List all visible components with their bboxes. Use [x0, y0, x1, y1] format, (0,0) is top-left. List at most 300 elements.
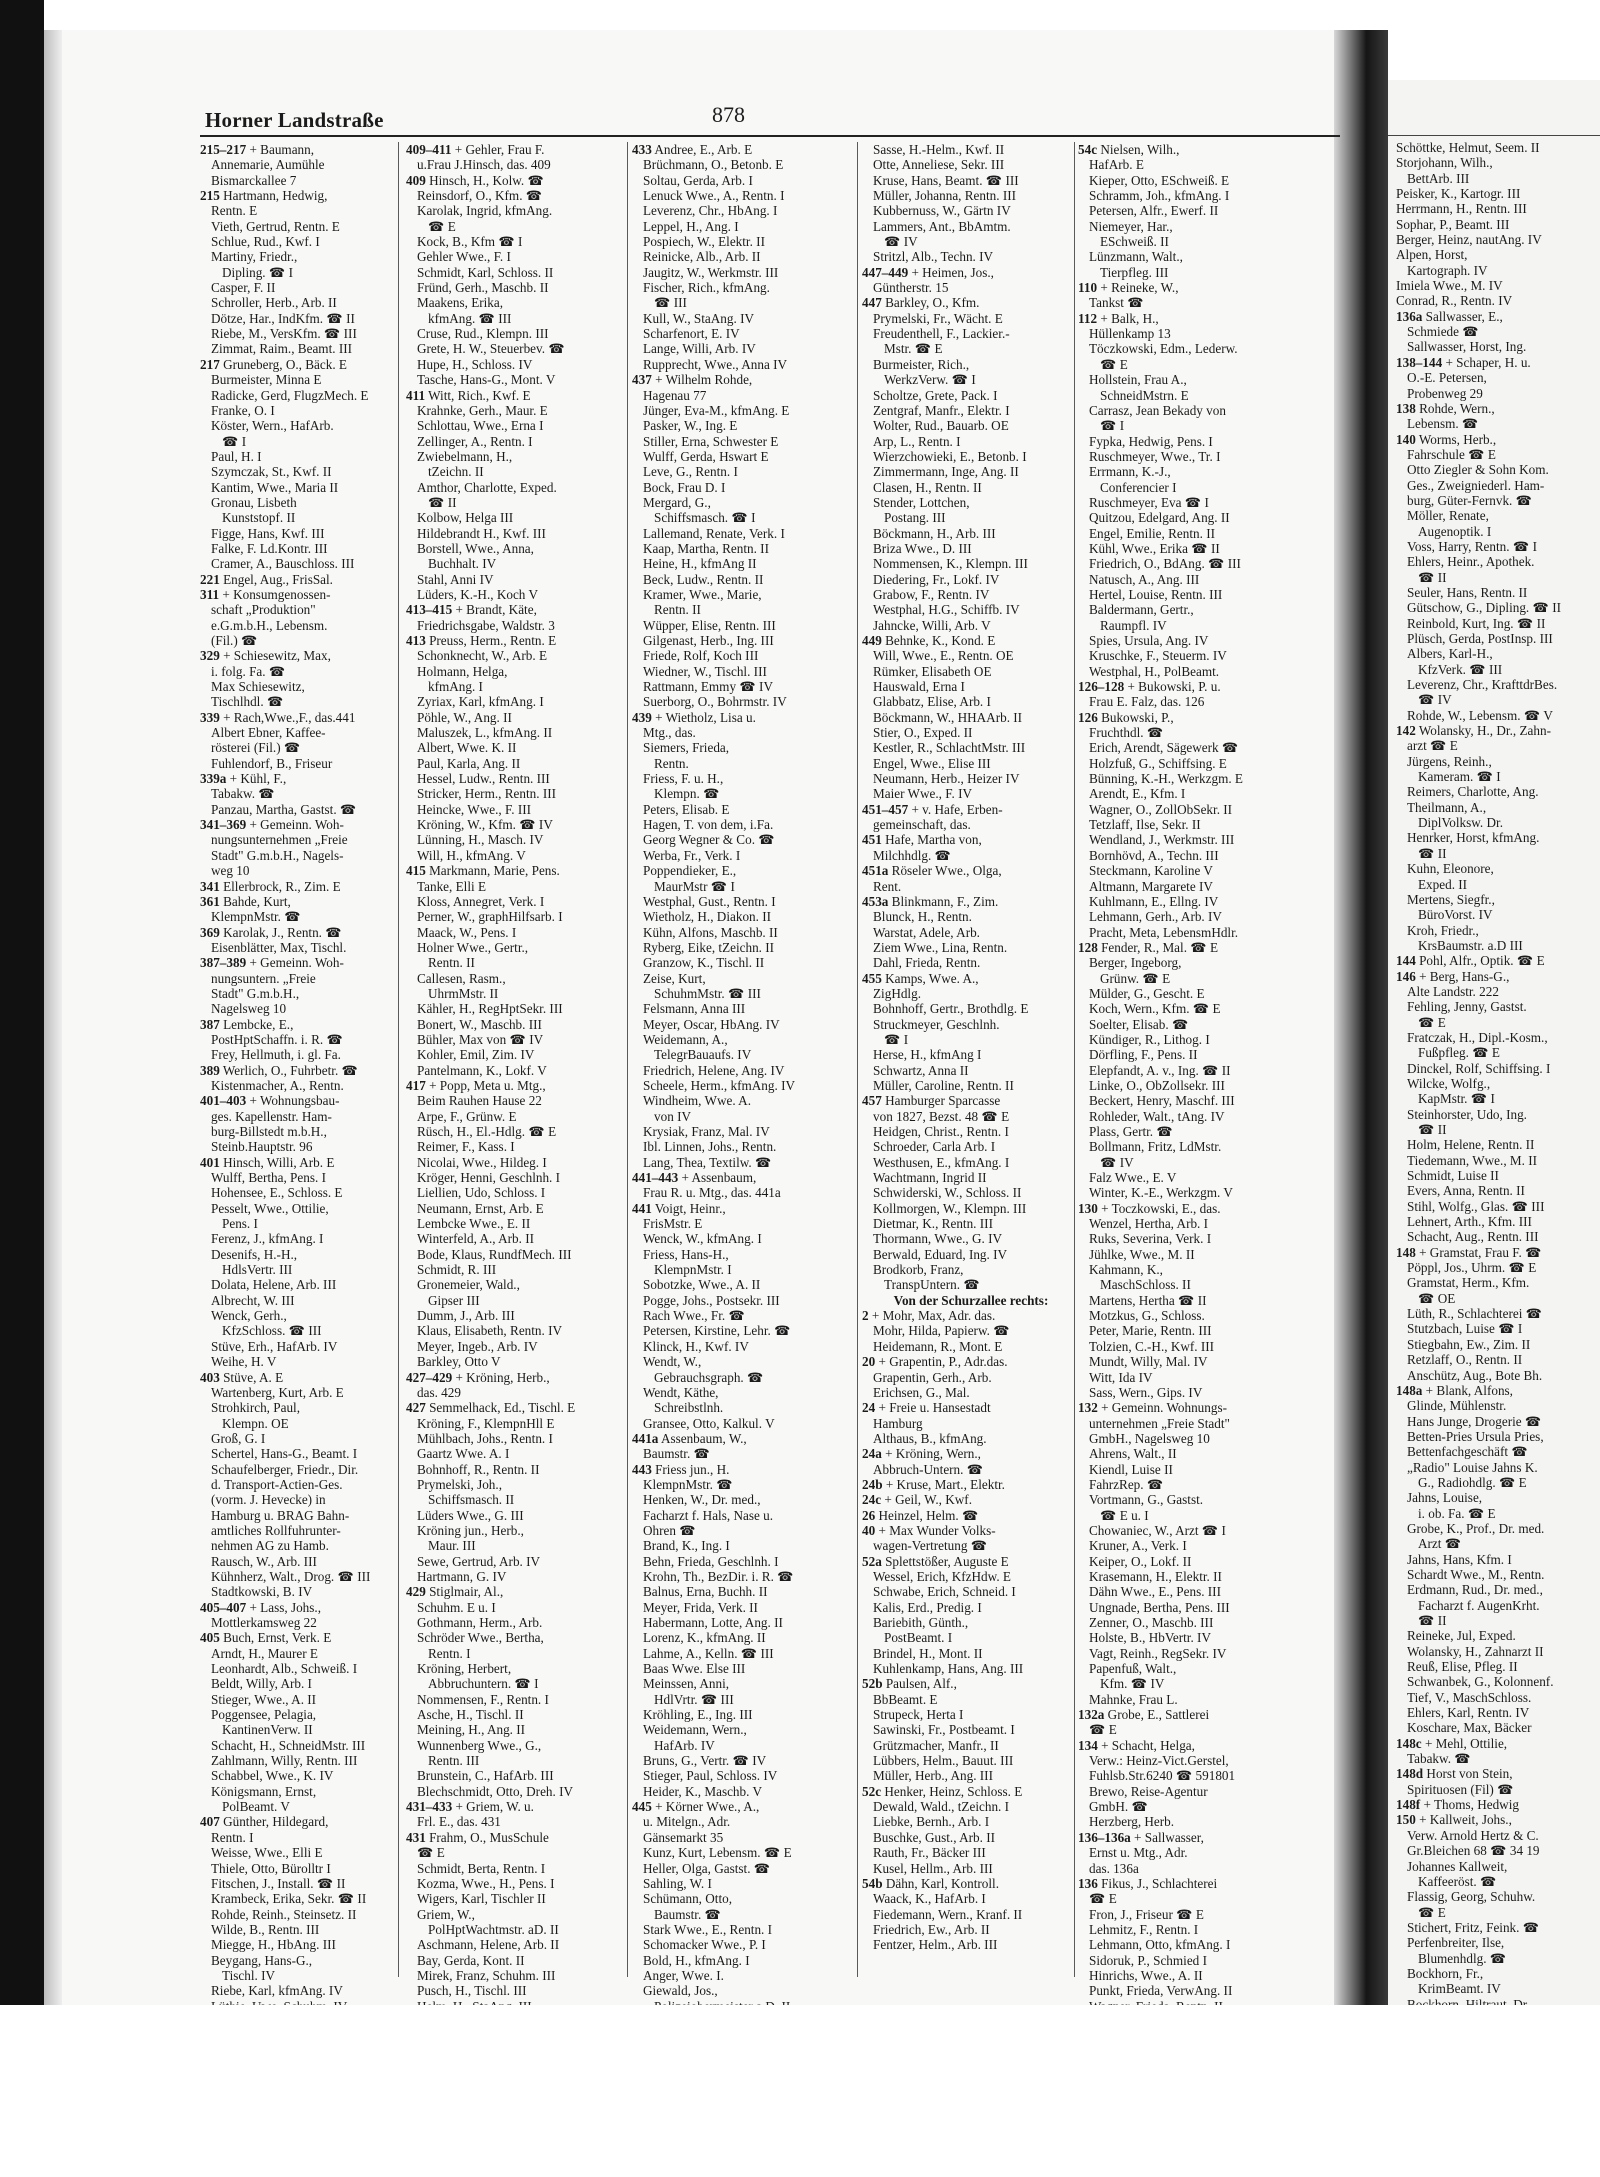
directory-entry: Stadtkowski, B. IV — [211, 1584, 313, 1600]
directory-entry: Stender, Lottchen, — [873, 494, 970, 510]
directory-entry: Ohren ☎ — [643, 1522, 696, 1538]
directory-entry: wagen-Vertretung ☎ — [873, 1538, 988, 1554]
directory-entry: Lübbers, Helm., Bauut. III — [873, 1753, 1014, 1769]
directory-entry: Holm, Helene, Rentn. II — [1407, 1137, 1535, 1153]
directory-entry: Hinrichs, Wwe., A. II — [1089, 1967, 1203, 1983]
directory-entry: Fußpfleg. ☎ E — [1418, 1045, 1500, 1061]
directory-entry: Schwartz, Anna II — [873, 1062, 969, 1078]
directory-entry: Freudenthell, F., Lackier.- — [873, 326, 1010, 342]
directory-entry: 136a Sallwasser, E., — [1396, 308, 1503, 324]
directory-entry: Linke, O., ObZollsekr. III — [1089, 1077, 1225, 1093]
directory-entry: Scharfenort, E. IV — [643, 326, 740, 342]
directory-entry: Kruschke, F., Steuerm. IV — [1089, 648, 1227, 664]
directory-entry: Hollstein, Frau A., — [1089, 372, 1187, 388]
directory-entry: Ahrens, Walt., II — [1089, 1446, 1177, 1462]
directory-entry: Diedering, Fr., Lokf. IV — [873, 571, 1000, 587]
directory-entry: Glinde, Mühlenstr. — [1407, 1398, 1507, 1414]
directory-entry: Henrker, Horst, kfmAng. — [1407, 830, 1540, 846]
page-edge-shadow — [44, 30, 64, 2005]
directory-entry: UhrmMstr. II — [428, 985, 499, 1001]
directory-entry: 443 Friess jun., H. — [632, 1461, 730, 1477]
directory-entry: Gebrauchsgraph. ☎ — [654, 1369, 764, 1385]
directory-entry: Facharzt f. Hals, Nase u. — [643, 1507, 773, 1523]
directory-entry: Lehmann, Gerh., Arb. IV — [1089, 909, 1222, 925]
directory-entry: Kröger, Henni, Geschlnh. I — [417, 1170, 561, 1186]
directory-entry: Rausch, W., Arb. III — [211, 1553, 317, 1569]
directory-entry: Soltau, Gerda, Arb. I — [643, 172, 753, 188]
directory-entry: Fischer, Rich., kfmAng. — [643, 280, 770, 296]
directory-entry: Stritzl, Alb., Techn. IV — [873, 249, 994, 265]
directory-entry: Wendt, W., — [643, 1354, 702, 1370]
directory-entry: Gilgenast, Herb., Ing. III — [643, 633, 774, 648]
directory-entry: i. folg. Fa. ☎ — [211, 663, 286, 679]
directory-entry: Warstat, Adele, Arb. — [873, 924, 980, 940]
directory-entry: Bettenfachgeschäft ☎ — [1407, 1444, 1528, 1460]
directory-entry: ☎ I — [222, 433, 247, 449]
directory-entry: burg, Güter-Fernvk. ☎ — [1407, 492, 1533, 508]
directory-entry: Rupprecht, Wwe., Anna IV — [643, 356, 788, 372]
directory-entry: 130 + Toczkowski, E., das. — [1078, 1200, 1221, 1216]
directory-entry: Tolzien, C.-H., Kwf. III — [1089, 1338, 1215, 1354]
directory-entry: Bruns, G., Vertr. ☎ IV — [643, 1753, 767, 1769]
directory-entry: Tasche, Hans-G., Mont. V — [417, 372, 556, 388]
directory-entry: 2 + Mohr, Max, Adr. das. — [862, 1308, 996, 1324]
directory-entry: Verw.: Heinz-Vict.Gerstel, — [1089, 1753, 1229, 1769]
directory-entry: Lahme, A., Kelln. ☎ III — [643, 1645, 774, 1661]
directory-entry: Conferencier I — [1100, 479, 1177, 495]
directory-entry: ☎ III — [654, 295, 687, 311]
directory-entry: Wachtmann, Ingrid II — [873, 1170, 987, 1186]
directory-entry: Pospiech, W., Elektr. II — [643, 234, 765, 250]
directory-entry: Waack, K., HafArb. I — [873, 1891, 986, 1907]
directory-entry: Fahrschule ☎ E — [1407, 446, 1496, 462]
directory-entry: Anschütz, Aug., Bote Bh. — [1407, 1367, 1543, 1383]
directory-entry: GmbH., Nagelsweg 10 — [1089, 1430, 1210, 1446]
directory-entry: 148d Horst von Stein, — [1396, 1766, 1513, 1782]
directory-entry: Blunck, H., Rentn. — [873, 909, 972, 925]
directory-entry: Klinck, H., Kwf. IV — [643, 1338, 749, 1354]
directory-entry: Wulff, Gerda, Hswart E — [643, 448, 769, 464]
directory-entry: Dumm, J., Arb. III — [417, 1308, 515, 1324]
directory-entry: 457 Hamburger Sparcasse — [862, 1093, 1001, 1109]
directory-entry: Maack, W., Pens. I — [417, 924, 517, 940]
directory-entry: 407 Günther, Hildegard, — [200, 1814, 329, 1830]
directory-entry: Suerborg, O., Bohrmstr. IV — [643, 694, 787, 710]
directory-entry: Kloss, Annegret, Verk. I — [417, 893, 545, 909]
directory-entry: Kaffeeröst. ☎ — [1418, 1873, 1497, 1889]
directory-entry: Albert Ebner, Kaffee- — [211, 725, 326, 741]
directory-entry: 142 Wolansky, H., Dr., Zahn- — [1396, 723, 1551, 739]
directory-entry: Asche, H., Tischl. II — [417, 1707, 524, 1723]
directory-entry: Stadt" G.m.b.H., Nagels- — [211, 847, 344, 863]
directory-entry: Prymelski, Fr., Wächt. E — [873, 310, 1003, 326]
directory-entry: Reimer, F., Kass. I — [417, 1139, 515, 1155]
directory-entry: Rüsch, H., El.-Hdlg. ☎ E — [417, 1124, 557, 1139]
directory-entry: weg 10 — [211, 863, 250, 879]
directory-entry: Kuhlmann, E., Ellng. IV — [1089, 893, 1219, 909]
directory-entry: Kuhlenkamp, Hans, Ang. III — [873, 1661, 1024, 1677]
directory-entry: Schlue, Rud., Kwf. I — [211, 234, 320, 250]
directory-column-3 — [632, 142, 854, 1999]
directory-entry: Arndt, H., Maurer E — [211, 1645, 318, 1661]
directory-entry: KlempnMstr. I — [654, 1262, 732, 1278]
directory-entry: Wessel, Erich, KfzHdw. E — [873, 1568, 1011, 1584]
directory-entry: Lang, Thea, Textilw. ☎ — [643, 1154, 772, 1170]
directory-entry: SchneidMstrn. E — [1100, 387, 1189, 403]
directory-entry: Stahl, Anni IV — [417, 571, 494, 587]
directory-entry: Wolansky, H., Zahnarzt II — [1407, 1643, 1544, 1659]
directory-entry: 132 + Gemeinn. Wohnungs- — [1078, 1400, 1227, 1416]
directory-entry: Steinb.Hauptstr. 96 — [211, 1139, 313, 1155]
directory-entry: 138 Rohde, Wern., — [1396, 400, 1495, 416]
directory-entry: Nicolai, Wwe., Hildeg. I — [417, 1154, 547, 1170]
directory-entry: Eisenblätter, Max, Tischl. — [211, 939, 347, 955]
directory-entry: Brunstein, C., HafArb. III — [417, 1768, 554, 1784]
directory-entry: Beygang, Hans-G., — [211, 1952, 313, 1968]
directory-entry: Friedrich, Helene, Ang. IV — [643, 1062, 785, 1078]
directory-entry: 341–369 + Gemeinn. Woh- — [200, 817, 344, 833]
directory-entry: Fiedemann, Wern., Kranf. II — [873, 1906, 1023, 1922]
directory-entry: Callesen, Rasm., — [417, 970, 506, 986]
directory-entry: 427–429 + Kröning, Herb., — [406, 1369, 550, 1385]
directory-entry: KlempnMstr. ☎ — [643, 1476, 733, 1492]
directory-entry: Hessel, Ludw., Rentn. III — [417, 771, 550, 787]
facing-page-fragment — [1388, 80, 1600, 2005]
directory-entry: 52a Splettstößer, Auguste E — [862, 1553, 1009, 1569]
directory-entry: (Fil.) ☎ — [211, 633, 258, 648]
directory-entry: Kubbernuss, W., Gärtn IV — [873, 203, 1011, 219]
directory-entry: 341 Ellerbrock, R., Zim. E — [200, 878, 341, 894]
directory-entry: MaschSchloss. II — [1100, 1277, 1191, 1293]
directory-entry: Frl. E., das. 431 — [417, 1814, 501, 1830]
directory-entry: Radicke, Gerd, FlugzMech. E — [211, 387, 369, 403]
directory-entry: Nagelsweg 10 — [211, 1001, 287, 1017]
directory-entry: 403 Stüve, A. E — [200, 1369, 284, 1385]
directory-entry: 148c + Mehl, Ottilie, — [1396, 1735, 1508, 1751]
directory-entry: Wagner, O., ZollObSekr. II — [1089, 801, 1233, 817]
directory-entry: 445 + Körner Wwe., A., — [632, 1799, 760, 1815]
directory-entry: Elepfandt, A. v., Ing. ☎ II — [1089, 1062, 1231, 1078]
directory-entry: Stricker, Herm., Rentn. III — [417, 786, 556, 802]
directory-entry: Panzau, Martha, Gastst. ☎ — [211, 801, 357, 817]
directory-entry: Berger, Ingeborg, — [1089, 955, 1182, 971]
directory-entry: Tabakw. ☎ — [1407, 1751, 1471, 1767]
directory-entry: von 1827, Bezst. 48 ☎ E — [873, 1108, 1010, 1124]
directory-entry: 215 Hartmann, Hedwig, — [200, 188, 328, 204]
directory-entry: Stutzbach, Luise ☎ I — [1407, 1321, 1523, 1337]
directory-entry: Reinbold, Kurt, Ing. ☎ II — [1407, 615, 1546, 631]
directory-entry: Brand, K., Ing. I — [643, 1538, 730, 1554]
directory-entry: Pantelmann, K., Lokf. V — [417, 1062, 547, 1078]
directory-entry: PolHptWachtmstr. aD. II — [428, 1921, 559, 1937]
directory-entry: Rohde, Reinh., Steinsetz. II — [211, 1906, 357, 1922]
directory-entry: nungsuntern. „Freie — [211, 970, 316, 986]
directory-entry: Schöttke, Helmut, Seem. II — [1396, 140, 1540, 155]
directory-entry: Heine, H., kfmAng II — [643, 556, 757, 572]
directory-entry: Hartmann, G. IV — [417, 1568, 507, 1584]
directory-entry: Kusel, Hellm., Arb. III — [873, 1860, 993, 1876]
directory-entry: Steinhorster, Udo, Ing. — [1407, 1106, 1527, 1122]
directory-entry: Otto Ziegler & Sohn Kom. — [1407, 462, 1549, 478]
directory-entry: Otte, Anneliese, Sekr. III — [873, 157, 1005, 173]
directory-entry: Holzfuß, G., Schiffsing. E — [1089, 755, 1227, 771]
directory-entry: Zyriax, Karl, kfmAng. I — [417, 694, 544, 710]
directory-entry: Clasen, H., Rentn. II — [873, 479, 982, 495]
directory-entry: 447–449 + Heimen, Jos., — [862, 264, 994, 280]
book-gutter — [1334, 30, 1388, 2005]
directory-entry: Schwanbek, G., Kolonnenf. — [1407, 1674, 1554, 1690]
directory-entry: Müller, Caroline, Rentn. II — [873, 1077, 1014, 1093]
directory-entry: O.-E. Petersen, — [1407, 370, 1487, 386]
directory-entry: HdlsVertr. III — [222, 1262, 293, 1278]
directory-entry: Meyer, Frida, Verk. II — [643, 1599, 758, 1615]
directory-entry: Heidemann, R., Mont. E — [873, 1338, 1003, 1354]
directory-entry: Perner, W., graphHilfsarb. I — [417, 909, 563, 925]
directory-entry: 126–128 + Bukowski, P. u. — [1078, 679, 1221, 695]
directory-entry: Mertens, Siegfr., — [1407, 891, 1495, 907]
directory-entry: Pogge, Johs., Postsekr. III — [643, 1292, 780, 1308]
directory-entry: Bollmann, Fritz, LdMstr. — [1089, 1139, 1222, 1155]
directory-entry: (vorm. J. Hevecke) in — [211, 1492, 326, 1508]
directory-entry: Rauth, Fr., Bäcker III — [873, 1845, 986, 1861]
directory-entry: 52c Henker, Heinz, Schloss. E — [862, 1783, 1023, 1799]
directory-entry: Mülder, G., Gescht. E — [1089, 985, 1205, 1001]
directory-entry: Niemeyer, Har., — [1089, 218, 1173, 234]
directory-entry: Ungnade, Bertha, Pens. III — [1089, 1599, 1230, 1615]
directory-entry: Johannes Kallweit, — [1407, 1858, 1508, 1874]
directory-entry: Lallemand, Renate, Verk. I — [643, 525, 785, 541]
directory-entry: 409–411 + Gehler, Frau F. — [406, 142, 545, 157]
directory-entry: Heincke, Wwe., F. III — [417, 801, 532, 817]
directory-entry: Berger, Heinz, nautAng. IV — [1396, 232, 1542, 248]
directory-entry: Leverenz, Chr., KrafttdrBes. — [1407, 677, 1558, 693]
directory-entry: Grapentin, Gerh., Arb. — [873, 1369, 992, 1385]
directory-entry: Sawinski, Fr., Postbeamt. I — [873, 1722, 1015, 1738]
directory-entry: Wenzel, Hertha, Arb. I — [1089, 1216, 1209, 1232]
directory-entry: Bünning, K.-H., Werkzgm. E — [1089, 771, 1243, 787]
directory-entry: Weihe, H. V — [211, 1354, 277, 1370]
directory-entry: 369 Karolak, J., Rentn. ☎ — [200, 924, 342, 940]
directory-entry: Von der Schurzallee rechts: — [893, 1292, 1049, 1308]
directory-entry: KfzVerk. ☎ III — [1418, 661, 1503, 677]
directory-entry: Arp, L., Rentn. I — [873, 433, 961, 449]
directory-entry: Quitzou, Edelgard, Ang. II — [1089, 510, 1230, 526]
directory-entry: Baumstr. ☎ — [654, 1906, 721, 1922]
directory-entry: Felsmann, Anna III — [643, 1001, 746, 1017]
directory-entry: Grabow, F., Rentn. IV — [873, 586, 990, 602]
directory-entry: Weidemann, A., — [643, 1031, 728, 1047]
directory-entry: Pusch, H., Tischl. III — [417, 1983, 527, 1999]
directory-entry: Wendt, Käthe, — [643, 1384, 719, 1400]
directory-entry: Fründ, Gerh., Maschb. II — [417, 280, 549, 296]
directory-entry: Hamburg — [873, 1415, 923, 1431]
directory-entry: Leverenz, Chr., HbAng. I — [643, 203, 778, 219]
directory-entry: Kartograph. IV — [1407, 262, 1488, 278]
directory-entry: Tetzlaff, Ilse, Sekr. II — [1089, 817, 1201, 833]
directory-entry: Kröhling, E., Ing. III — [643, 1707, 753, 1723]
directory-entry: Gramstat, Herm., Kfm. — [1407, 1275, 1530, 1291]
directory-entry: Augenoptik. I — [1418, 523, 1492, 539]
directory-entry: Meyer, Ingeb., Arb. IV — [417, 1338, 538, 1354]
directory-entry: Grützmacher, Manfr., II — [873, 1737, 999, 1753]
directory-entry: Kolbow, Helga III — [417, 510, 514, 526]
directory-entry: Fuhlsb.Str.6240 ☎ 591801 — [1089, 1768, 1236, 1784]
directory-entry: Dähn Wwe., E., Pens. III — [1089, 1584, 1221, 1600]
directory-entry: 24 + Freie u. Hansestadt — [862, 1400, 991, 1416]
directory-entry: Schmidt, Luise II — [1407, 1168, 1499, 1184]
directory-entry: 140 Worms, Herb., — [1396, 431, 1497, 447]
directory-entry: Leve, G., Rentn. I — [643, 464, 738, 480]
directory-entry: Plüsch, Gerda, PostInsp. III — [1407, 631, 1553, 646]
directory-entry: Engel, Emilie, Rentn. II — [1089, 525, 1215, 541]
directory-entry: Sahling, W. I — [643, 1875, 712, 1891]
directory-entry: 134 + Schacht, Helga, — [1078, 1737, 1195, 1753]
directory-entry: Kfm. ☎ IV — [1100, 1676, 1165, 1692]
directory-entry: Zwiebelmann, H., — [417, 448, 513, 464]
directory-entry: Ruschmeyer, Eva ☎ I — [1089, 494, 1209, 510]
directory-column-2 — [406, 142, 624, 1999]
directory-entry: Winter, K.-E., Werkzgm. V — [1089, 1185, 1233, 1201]
directory-entry: Jahns, Louise, — [1407, 1490, 1483, 1506]
directory-entry: Ferenz, J., kfmAng. I — [211, 1231, 324, 1247]
directory-entry: Meyer, Oscar, HbAng. IV — [643, 1016, 780, 1032]
directory-entry: Blumenhdlg. ☎ — [1418, 1950, 1507, 1966]
directory-entry: Hagenau 77 — [643, 387, 707, 403]
directory-entry: Tiedemann, Wwe., M. II — [1407, 1152, 1538, 1168]
directory-entry: Hohensee, E., Schloss. E — [211, 1185, 343, 1201]
directory-entry: DiplVolksw. Dr. — [1418, 815, 1503, 831]
directory-entry: Schomacker Wwe., P. I — [643, 1937, 766, 1953]
directory-entry: BüroVorst. IV — [1418, 907, 1493, 923]
directory-entry: Abbruch-Untern. ☎ — [873, 1461, 984, 1477]
directory-entry: Neumann, Herb., Heizer IV — [873, 771, 1020, 787]
directory-entry: Mtg., das. — [643, 725, 696, 741]
directory-entry: Habermann, Lotte, Ang. II — [643, 1615, 783, 1630]
directory-entry: Gehler Wwe., F. I — [417, 249, 511, 265]
directory-entry: Herrmann, H., Rentn. III — [1396, 201, 1527, 217]
directory-entry: Ryberg, Eike, tZeichn. II — [643, 939, 775, 955]
directory-entry: Strohkirch, Paul, — [211, 1400, 301, 1416]
directory-entry: Gransee, Otto, Kalkul. V — [643, 1415, 775, 1431]
directory-entry: Ges., Zweigniederl. Ham- — [1407, 477, 1545, 493]
directory-entry: Zimmermann, Inge, Ang. II — [873, 464, 1019, 480]
directory-entry: ZigHdlg. — [873, 985, 921, 1001]
directory-entry: Alte Landstr. 222 — [1407, 983, 1499, 999]
directory-entry: 26 Heinzel, Helm. ☎ — [862, 1507, 979, 1523]
directory-entry: Arendt, E., Kfm. I — [1089, 786, 1186, 802]
directory-entry: Albrecht, W. III — [211, 1292, 295, 1308]
directory-entry: 401–403 + Wohnungsbau- — [200, 1093, 340, 1109]
directory-entry: Erdmann, Rud., Dr. med., — [1407, 1582, 1543, 1598]
directory-entry: 453a Blinkmann, F., Zim. — [862, 893, 999, 909]
directory-entry: 54b Dähn, Karl, Kontroll. — [862, 1875, 999, 1891]
directory-entry: Aschmann, Helene, Arb. II — [417, 1937, 560, 1953]
directory-entry: Töczkowski, Edm., Lederw. — [1089, 341, 1238, 357]
directory-entry: Groß, G. I — [211, 1430, 266, 1446]
directory-entry: Ernst u. Mtg., Adr. — [1089, 1845, 1188, 1861]
directory-entry: i. ob. Fa. ☎ E — [1418, 1505, 1496, 1521]
directory-entry: Albert, Wwe. K. II — [417, 740, 517, 756]
directory-entry: Tischlhdl. ☎ — [211, 694, 284, 710]
directory-entry: Leppel, H., Ang. I — [643, 218, 739, 234]
directory-entry: 339a + Kühl, F., — [200, 771, 287, 787]
directory-entry: Königsmann, Ernst, — [211, 1783, 317, 1799]
directory-entry: Lüth, R., Schlachterei ☎ — [1407, 1306, 1543, 1322]
directory-entry: Stadt" G.m.b.H., — [211, 985, 300, 1001]
directory-entry: Leonhardt, Alb., Schweiß. I — [211, 1661, 358, 1677]
directory-entry: ☎ IV — [1100, 1154, 1134, 1170]
directory-entry: 411 Witt, Rich., Kwf. E — [406, 387, 531, 403]
directory-entry: ☎ I — [1100, 418, 1125, 434]
directory-entry: Peters, Elisab. E — [643, 801, 730, 817]
directory-entry: Fentzer, Helm., Arb. III — [873, 1937, 998, 1953]
scan-bottom-margin — [0, 2005, 1600, 2177]
directory-entry: 455 Kamps, Wwe. A., — [862, 970, 979, 986]
directory-entry: MaurMstr ☎ I — [654, 878, 735, 894]
directory-entry: PostHptSchaffn. i. R. ☎ — [211, 1031, 343, 1047]
directory-entry: Kiendl, Luise II — [1089, 1461, 1173, 1477]
directory-entry: Lange, Willi, Arb. IV — [643, 341, 756, 357]
directory-entry: Bode, Klaus, RundfMech. III — [417, 1246, 572, 1262]
directory-entry: Herzberg, Herb. — [1089, 1814, 1175, 1830]
directory-entry: kfmAng. I — [428, 679, 483, 695]
directory-entry: u. Mitelgn., Adr. — [643, 1814, 731, 1830]
directory-entry: Schardt Wwe., M., Rentn. — [1407, 1566, 1545, 1582]
directory-entry: Burmeister, Minna E — [211, 372, 322, 388]
directory-entry: Schabbel, Wwe., K. IV — [211, 1768, 334, 1784]
directory-entry: Tankst ☎ — [1089, 295, 1144, 311]
directory-entry: Rentn. E — [211, 203, 258, 219]
directory-entry: 441–443 + Assenbaum, — [632, 1170, 757, 1186]
directory-entry: Rach Wwe., Fr. ☎ — [643, 1308, 745, 1324]
directory-entry: Beck, Ludw., Rentn. II — [643, 571, 764, 587]
directory-entry: Arpe, F., Grünw. E — [417, 1108, 517, 1124]
directory-entry: 24a + Kröning, Wern., — [862, 1446, 981, 1462]
directory-entry: Blechschmidt, Otto, Dreh. IV — [417, 1783, 574, 1799]
directory-entry: Sobotzke, Wwe., A. II — [643, 1277, 761, 1293]
directory-entry: 401 Hinsch, Willi, Arb. E — [200, 1154, 335, 1170]
directory-entry: Kühnherz, Walt., Drog. ☎ III — [211, 1568, 371, 1584]
directory-entry: Schröder Wwe., Bertha, — [417, 1630, 544, 1646]
page-number: 878 — [712, 102, 745, 127]
directory-entry: PolBeamt. V — [222, 1799, 290, 1815]
directory-entry: Thormann, Wwe., G. IV — [873, 1231, 1003, 1247]
directory-entry: Kröning jun., Herb., — [417, 1522, 524, 1538]
directory-entry: KrsBaumstr. a.D III — [1418, 937, 1523, 953]
directory-entry: „Radio" Louise Jahns K. — [1407, 1459, 1538, 1475]
directory-entry: ges. Kapellenstr. Ham- — [211, 1108, 332, 1124]
directory-entry: Schümann, Otto, — [643, 1891, 733, 1907]
directory-entry: 387 Lembcke, E., — [200, 1016, 294, 1032]
directory-entry: Maluszek, L., kfmAng. II — [417, 725, 553, 741]
directory-entry: Jühlke, Wwe., M. II — [1089, 1246, 1195, 1262]
directory-entry: Schreibstlnh. — [654, 1400, 724, 1416]
directory-entry: Schmidt, Berta, Rentn. I — [417, 1860, 546, 1876]
directory-entry: Casper, F. II — [211, 280, 276, 296]
directory-entry: Jahns, Hans, Kfm. I — [1407, 1551, 1512, 1567]
directory-entry: Stüve, Erh., HafArb. IV — [211, 1338, 338, 1354]
directory-entry: Westphal, H., PolBeamt. — [1089, 663, 1220, 679]
directory-entry: Postang. III — [884, 510, 946, 526]
directory-entry: unternehmen „Freie Stadt" — [1089, 1415, 1230, 1431]
directory-entry: das. 136a — [1089, 1860, 1139, 1876]
directory-entry: gemeinschaft, das. — [873, 817, 971, 833]
directory-entry: Fehling, Jenny, Gastst. — [1407, 999, 1527, 1015]
directory-entry: Brindel, H., Mont. II — [873, 1645, 983, 1661]
directory-entry: 413 Preuss, Herm., Rentn. E — [406, 633, 557, 648]
directory-entry: Kuhn, Eleonore, — [1407, 861, 1494, 877]
directory-entry: Bohnhoff, R., Rentn. II — [417, 1461, 540, 1477]
